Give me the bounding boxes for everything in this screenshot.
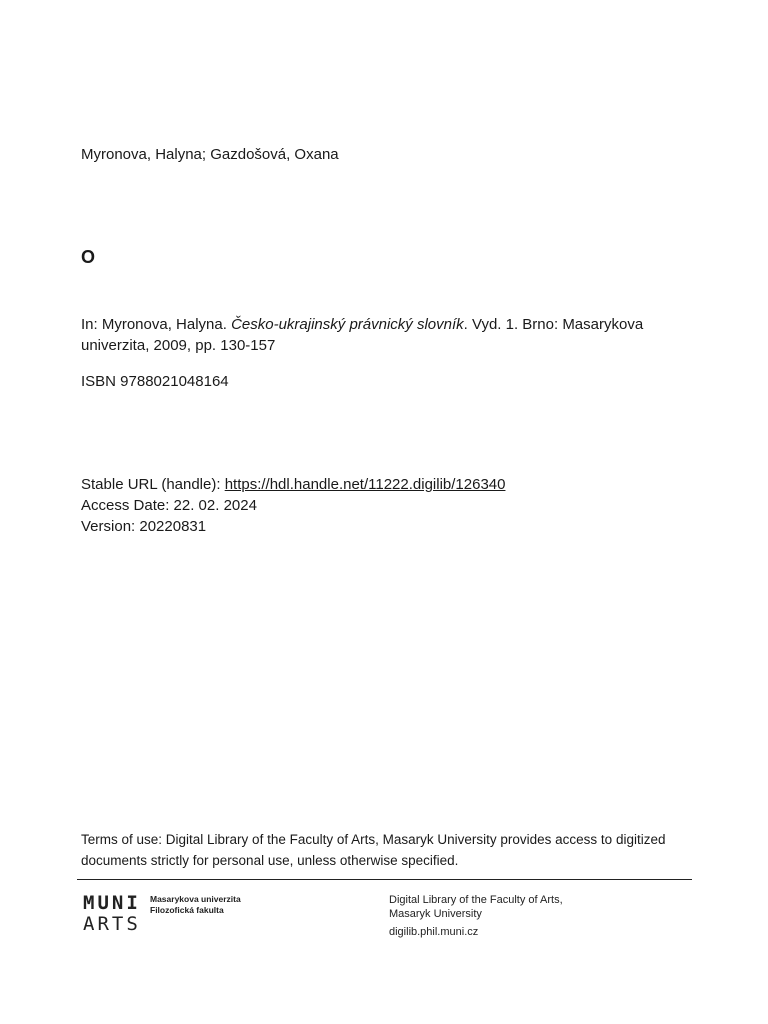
faculty-name: Filozofická fakulta	[150, 905, 224, 915]
authors: Myronova, Halyna; Gazdošová, Oxana	[81, 146, 339, 163]
source-suffix: . Vyd. 1. Brno: Masarykova univerzita, 2009, pp. 130-157	[81, 316, 644, 354]
document-title: O	[81, 247, 96, 267]
footer-library-info	[389, 893, 563, 939]
book-title: Česko-ukrajinský právnický slovník	[231, 316, 464, 333]
library-name-line2: Masaryk University	[389, 908, 482, 920]
access-date: Access Date: 22. 02. 2024	[81, 497, 257, 514]
metadata-block	[81, 474, 505, 537]
stable-url-line	[81, 474, 505, 495]
library-url: digilib.phil.muni.cz	[389, 926, 479, 938]
source-citation	[81, 314, 701, 356]
terms-of-use: Terms of use: Digital Library of the Faculty of Arts, Masaryk University provides access to digitized documents strictly for personal use, unless otherwise specified.	[81, 832, 666, 868]
logo-university-text	[150, 894, 241, 916]
stable-url-label: Stable URL (handle):	[81, 476, 225, 493]
muni-logo-text: MUNI	[83, 892, 141, 914]
version: Version: 20220831	[81, 518, 207, 535]
footer-divider	[77, 879, 692, 880]
stable-url-link[interactable]: https://hdl.handle.net/11222.digilib/126340	[224, 476, 506, 493]
library-name-line1: Digital Library of the Faculty of Arts,	[389, 894, 563, 906]
university-name: Masarykova univerzita	[150, 894, 241, 904]
source-prefix: In: Myronova, Halyna.	[81, 316, 232, 333]
isbn: ISBN 9788021048164	[81, 373, 229, 390]
arts-logo-text: ARTS	[83, 913, 141, 935]
